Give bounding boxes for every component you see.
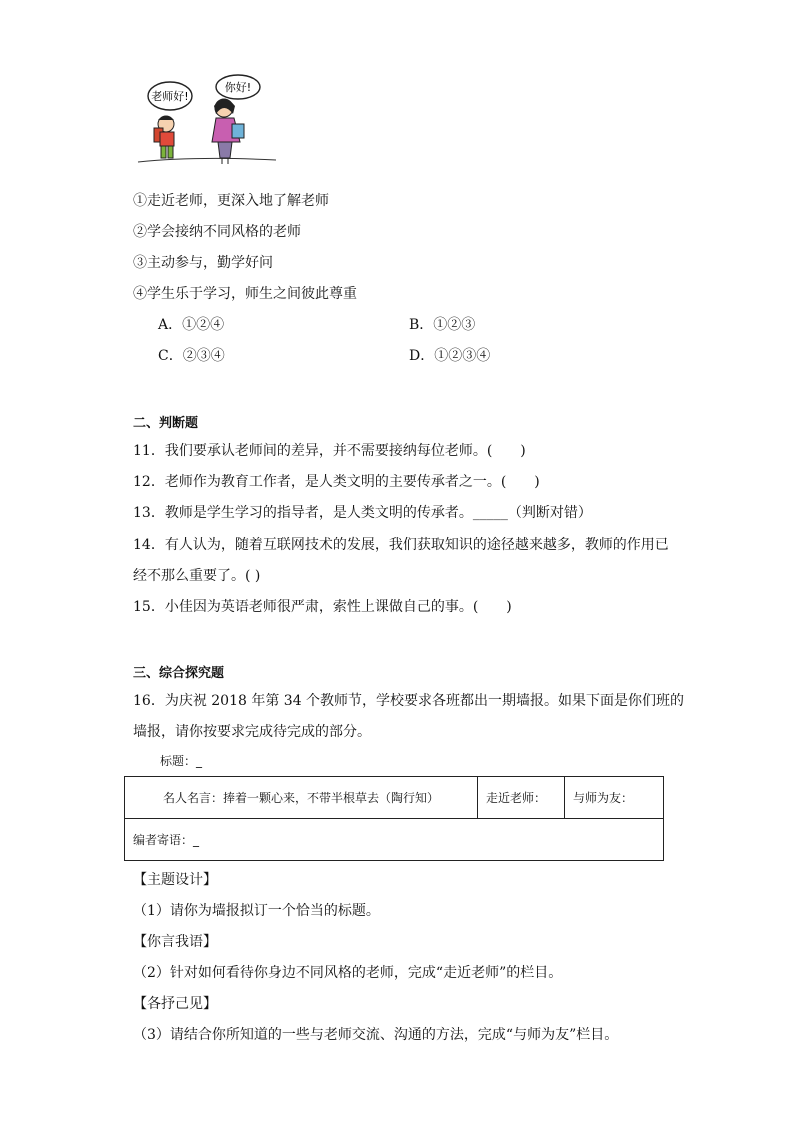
question-14-line-2: 经不那么重要了。( ) (133, 568, 261, 584)
approach-teacher-cell: 走近老师： (478, 777, 565, 819)
quote-cell: 名人名言：捧着一颗心来，不带半根草去（陶行知） (125, 777, 478, 819)
section-title-inquiry: 三、综合探究题 (133, 666, 225, 681)
subsection-theme-design: 【主题设计】 (133, 872, 217, 888)
q10-statement-4: ④学生乐于学习，师生之间彼此尊重 (133, 286, 357, 302)
question-15: 15．小佳因为英语老师很严肃，索性上课做自己的事。( ) (133, 599, 512, 615)
editor-note-cell (125, 819, 664, 861)
board-title-blank: _ (196, 754, 203, 768)
q10-option-a: A．①②④ (158, 317, 225, 333)
section-title-judgement: 二、判断题 (133, 416, 199, 431)
question-13: 13．教师是学生学习的指导者，是人类文明的传承者。_____（判断对错） (133, 505, 592, 521)
question-14-line-1: 14．有人认为，随着互联网技术的发展，我们获取知识的途径越来越多，教师的作用已 (133, 537, 669, 553)
q10-option-b: B．①②③ (409, 317, 476, 333)
question-16-line-1: 16．为庆祝 2018 年第 34 个教师节，学校要求各班都出一期墙报。如果下面是你们班的 (133, 693, 685, 709)
board-title-label (160, 752, 202, 769)
bubble-text-left: 老师好! (151, 90, 189, 103)
subsection-you-say: 【你言我语】 (133, 934, 217, 950)
question-16-line-2: 墙报，请你按要求完成待完成的部分。 (133, 724, 371, 740)
q10-statement-3: ③主动参与，勤学好问 (133, 255, 273, 271)
question-11: 11．我们要承认老师间的差异，并不需要接纳每位老师。( ) (133, 443, 526, 459)
q10-statement-1: ①走近老师，更深入地了解老师 (133, 193, 329, 209)
bubble-text-right: 你好! (224, 81, 252, 94)
sub-question-1: （1）请你为墙报拟订一个恰当的标题。 (133, 903, 380, 919)
wall-newspaper-table (124, 776, 664, 861)
editor-note-label: 编者寄语： (133, 833, 194, 847)
friends-with-teacher-cell: 与师为友： (565, 777, 664, 819)
question-12: 12．老师作为教育工作者，是人类文明的主要传承者之一。( ) (133, 474, 540, 490)
editor-note-blank: _ (193, 833, 200, 847)
sub-question-3: （3）请结合你所知道的一些与老师交流、沟通的方法，完成“与师为友”栏目。 (133, 1027, 619, 1043)
sub-question-2: （2）针对如何看待你身边不同风格的老师，完成“走近老师”的栏目。 (133, 965, 563, 981)
q10-statement-2: ②学会接纳不同风格的老师 (133, 224, 301, 240)
teacher-student-illustration (136, 72, 282, 168)
board-title-text: 标题： (160, 754, 197, 768)
subsection-opinions: 【各抒己见】 (133, 996, 217, 1012)
q10-option-c: C．②③④ (158, 348, 225, 364)
q10-option-d: D．①②③④ (409, 348, 491, 364)
